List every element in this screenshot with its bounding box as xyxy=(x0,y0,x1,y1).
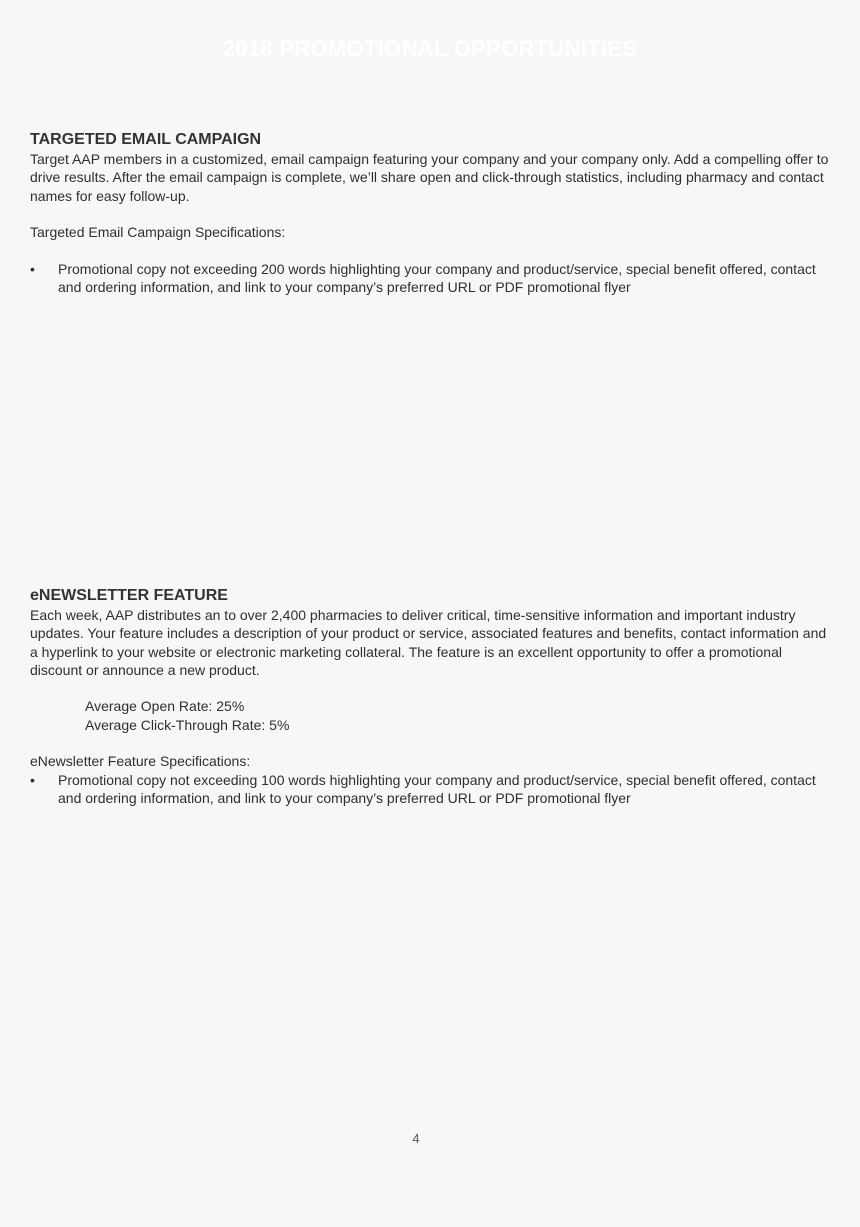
open-rate-stat: Average Open Rate: 25% xyxy=(85,698,245,715)
spacer xyxy=(30,679,832,697)
enewsletter-feature-section xyxy=(30,586,832,807)
list-item xyxy=(30,771,832,808)
page-number: 4 xyxy=(412,1131,420,1146)
email-campaign-title: TARGETED EMAIL CAMPAIGN xyxy=(30,131,262,148)
email-campaign-specs-heading: Targeted Email Campaign Specifications: xyxy=(30,224,286,241)
click-rate-stat: Average Click-Through Rate: 5% xyxy=(85,716,290,733)
enewsletter-specs-list xyxy=(30,771,832,808)
bullet-text: Promotional copy not exceeding 200 words highlighting your company and product/service, special benefit offered, contact and ordering information, and link to your company’s preferred URL or PDF promotional flyer xyxy=(58,260,816,296)
email-campaign-description: Target AAP members in a customized, email campaign featuring your company and your company only. Add a compelling offer to drive results. After the email campaign is complete, we’ll share open and click-through statistics, including pharmacy and contact names for easy follow-up. xyxy=(30,151,829,204)
list-item xyxy=(30,260,832,297)
enewsletter-specs-heading: eNewsletter Feature Specifications: xyxy=(30,753,251,770)
page-header-title: 2018 PROMOTIONAL OPPORTUNITIES xyxy=(222,36,638,61)
email-campaign-specs-list xyxy=(30,260,832,297)
spacer xyxy=(30,205,832,223)
bullet-text: Promotional copy not exceeding 100 words highlighting your company and product/service, special benefit offered, contact and ordering information, and link to your company’s preferred URL or PDF promotional flyer xyxy=(58,771,816,806)
enewsletter-description: Each week, AAP distributes an to over 2,400 pharmacies to deliver critical, time-sensitive information and important industry updates. Your feature includes a description of your product or service, associated features and benefits, contact information and a hyperlink to your website or electronic marketing collateral. The feature is an excellent opportunity to offer a promotional discount or announce a new product. xyxy=(30,607,827,678)
spacer xyxy=(30,241,832,259)
targeted-email-campaign-section xyxy=(30,130,832,296)
enewsletter-title: eNEWSLETTER FEATURE xyxy=(30,587,228,604)
spacer xyxy=(30,734,832,752)
bullet-icon: • xyxy=(30,260,35,277)
bullet-icon: • xyxy=(30,771,35,788)
